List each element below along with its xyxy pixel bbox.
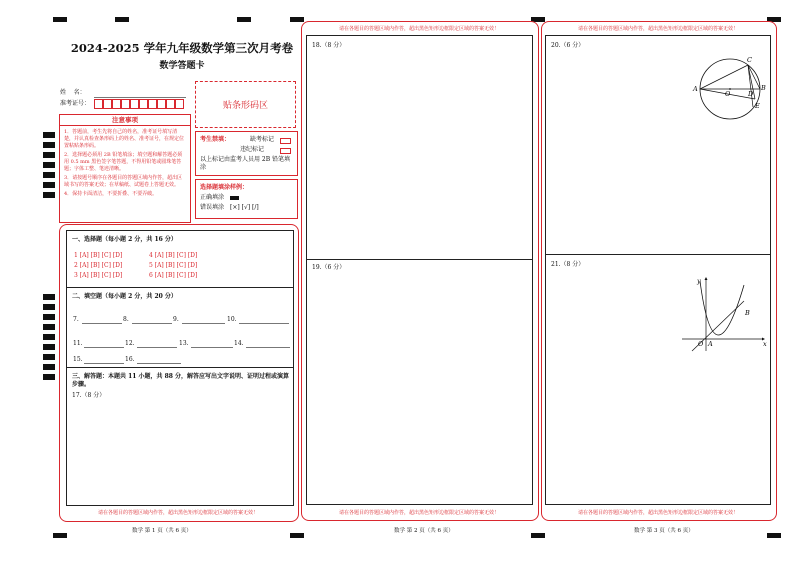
circle-label-d: D [748, 90, 754, 98]
q18-answer-box[interactable] [306, 35, 533, 260]
section1-title: 一、选择题（每小题 2 分，共 16 分） [72, 236, 177, 243]
q21-answer-box[interactable] [545, 255, 771, 505]
choice-row[interactable]: 3 [A] [B] [C] [D] [74, 272, 123, 279]
fill-q16-label: 16. [125, 356, 135, 363]
violation-checkbox[interactable] [280, 148, 291, 154]
absent-label: 缺考标记 [250, 136, 275, 143]
page2-footer: 数学 第 2 页（共 6 页） [394, 528, 454, 534]
circle-label-c: C [747, 56, 752, 64]
choice-row[interactable]: 6 [A] [B] [C] [D] [149, 272, 198, 279]
name-label: 姓 名： [60, 89, 86, 96]
name-field[interactable] [94, 97, 186, 98]
barcode-label: 贴条形码区 [222, 101, 268, 111]
fill-q8-line[interactable] [132, 323, 172, 324]
fill-q11-label: 11. [73, 340, 83, 347]
choice-row[interactable]: 5 [A] [B] [C] [D] [149, 262, 198, 269]
exam-subtitle: 数学答题卡 [159, 61, 205, 71]
correct-fill-label: 正确填涂 [200, 194, 225, 201]
page1-footer: 数学 第 1 页（共 6 页） [132, 528, 192, 534]
notes-box [59, 114, 191, 223]
fill-q11-line[interactable] [84, 347, 124, 348]
warning-text: 请在各题目的答题区域内作答，超出黑色矩形边框限定区域的答案无效！ [577, 510, 738, 516]
section1-box [66, 230, 294, 288]
section3-box[interactable] [66, 368, 294, 506]
note-item: 2．选择题必须用 2B 铅笔填涂；填空题和解答题必须用 0.5 mm 黑色签字笔答题，不得用铅笔或圆珠笔答题；字体工整、笔迹清晰。 [64, 152, 183, 172]
registration-mark [115, 17, 129, 22]
forbidden-title: 考生禁填： [200, 136, 231, 143]
fill-q9-line[interactable] [182, 323, 225, 324]
note-item: 3．请按题号顺序在各题目的答题区域内作答，超出区域书写的答案无效；在草稿纸、试题卷上答题无效。 [64, 175, 183, 188]
circle-diagram [691, 50, 771, 130]
id-label: 准考证号： [60, 100, 91, 107]
section3-title: 三、解答题：本题共 11 小题，共 88 分，解答应写出文字说明、证明过程或演算步骤。 [72, 373, 290, 388]
registration-mark [53, 533, 67, 538]
registration-mark [767, 533, 781, 538]
violation-label: 违纪标记 [240, 146, 265, 153]
notes-title: 注意事项 [60, 115, 190, 126]
barcode-area [195, 81, 296, 128]
fill-q16-line[interactable] [137, 363, 181, 364]
circle-label-o: O [725, 90, 731, 98]
graph-label-x: x [763, 340, 767, 348]
fill-q12-label: 12. [125, 340, 135, 347]
circle-label-b: B [761, 84, 766, 92]
q18-label: 18.（8 分） [312, 42, 346, 49]
choice-row[interactable]: 4 [A] [B] [C] [D] [149, 252, 198, 259]
q20-label: 20.（6 分） [551, 42, 585, 49]
absent-checkbox[interactable] [280, 138, 291, 144]
wrong-fill-samples: [×] [√] [/] [230, 204, 259, 211]
registration-mark [237, 17, 251, 22]
forbidden-note: 以上标记由监考人员用 2B 铅笔填涂 [200, 156, 291, 171]
q20-answer-box[interactable] [545, 35, 771, 255]
fill-q13-label: 13. [179, 340, 189, 347]
registration-mark [531, 533, 545, 538]
registration-mark [53, 17, 67, 22]
fill-q10-label: 10. [227, 316, 237, 323]
q19-label: 19.（6 分） [312, 264, 346, 271]
fill-q15-line[interactable] [84, 363, 124, 364]
fill-sample-title: 选择题填涂样例： [200, 184, 249, 191]
page3-footer: 数学 第 3 页（共 6 页） [634, 528, 694, 534]
choice-row[interactable]: 2 [A] [B] [C] [D] [74, 262, 123, 269]
q17-label: 17.（8 分） [72, 392, 106, 399]
wrong-fill-label: 错误填涂 [200, 204, 225, 211]
q19-answer-box[interactable] [306, 260, 533, 505]
id-number-boxes[interactable] [94, 99, 190, 109]
fill-q7-label: 7. [73, 316, 79, 323]
correct-fill-sample [230, 196, 239, 200]
fill-q12-line[interactable] [137, 347, 177, 348]
q21-label: 21.（8 分） [551, 261, 585, 268]
fill-q8-label: 8. [123, 316, 129, 323]
fill-q13-line[interactable] [191, 347, 233, 348]
note-item: 4．保持卡面清洁，不要折叠、不要弄破。 [64, 191, 158, 197]
forbidden-box [195, 131, 298, 176]
function-graph [678, 275, 768, 355]
section2-title: 二、填空题（每小题 2 分，共 20 分） [72, 293, 177, 300]
fill-q14-line[interactable] [246, 347, 290, 348]
warning-text: 请在各题目的答题区域内作答，超出黑色矩形边框限定区域的答案无效！ [338, 510, 499, 516]
graph-label-a: A [708, 340, 713, 348]
fill-q10-line[interactable] [239, 323, 289, 324]
warning-text: 请在各题目的答题区域内作答，超出黑色矩形边框限定区域的答案无效！ [577, 26, 738, 32]
fill-q7-line[interactable] [82, 323, 122, 324]
circle-label-a: A [693, 85, 698, 93]
graph-label-o: O [698, 340, 704, 348]
fill-q9-label: 9. [173, 316, 179, 323]
circle-label-e: E [755, 102, 760, 110]
note-item: 1．答题前，考生先将自己的姓名，准考证号填写清楚，并认真检查条形码上的姓名、准考证号，在规定位置粘贴条形码。 [64, 129, 185, 149]
warning-text: 请在各题目的答题区域内作答，超出黑色矩形边框限定区域的答案无效！ [338, 26, 499, 32]
choice-row[interactable]: 1 [A] [B] [C] [D] [74, 252, 123, 259]
section2-box [66, 288, 294, 368]
graph-label-y: y [697, 277, 701, 285]
warning-text: 请在各题目的答题区域内作答，超出黑色矩形边框限定区域的答案无效！ [97, 510, 258, 516]
exam-title: 2024-2025 学年九年级数学第三次月考卷 [70, 41, 294, 55]
fill-sample-box [195, 179, 298, 219]
fill-q15-label: 15. [73, 356, 83, 363]
fill-q14-label: 14. [234, 340, 244, 347]
registration-mark [290, 533, 304, 538]
registration-mark [290, 17, 304, 22]
graph-label-b: B [745, 309, 750, 317]
